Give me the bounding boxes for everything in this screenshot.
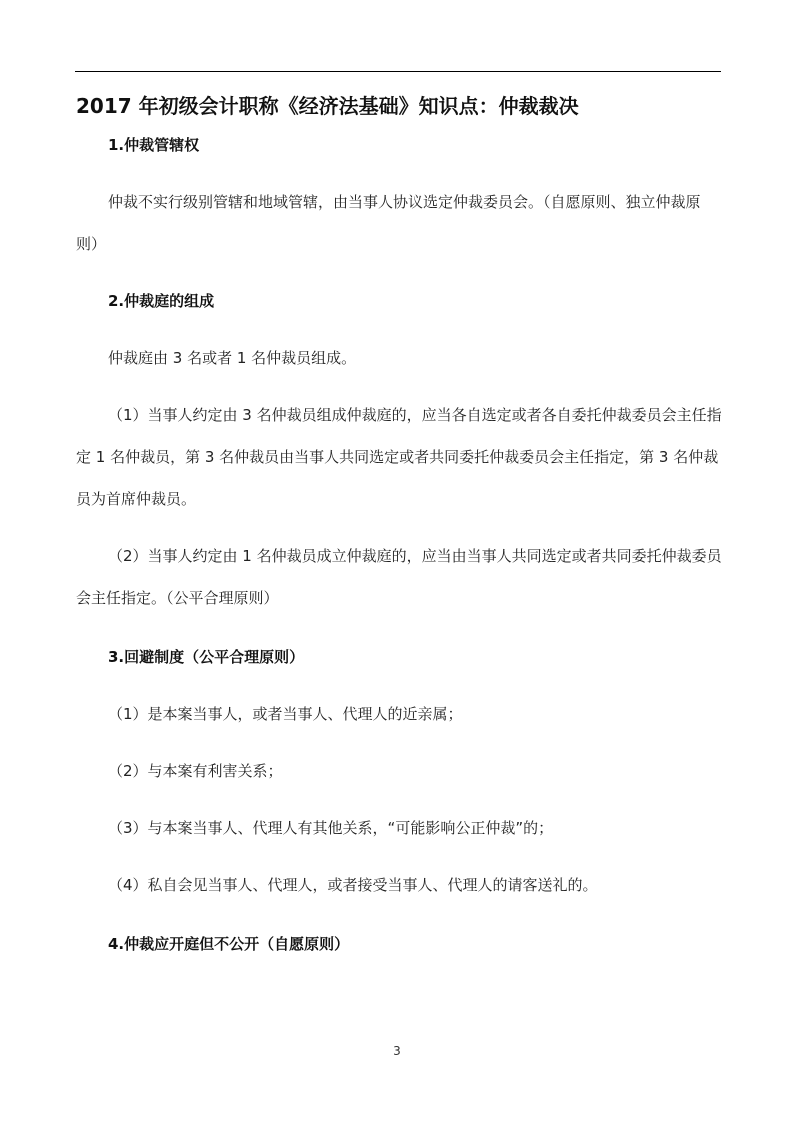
list-item-recusal-1: （1）是本案当事人，或者当事人、代理人的近亲属； bbox=[108, 705, 463, 723]
paragraph-tribunal-size: 仲裁庭由 3 名或者 1 名仲裁员组成。 bbox=[108, 349, 357, 367]
section-heading-arbitration-jurisdiction: 1.仲裁管辖权 bbox=[108, 136, 200, 154]
header-rule bbox=[75, 71, 721, 72]
paragraph-three-arbitrators: （1）当事人约定由 3 名仲裁员组成仲裁庭的，应当各自选定或者各自委托仲裁委员会主任指定 1 名仲裁员，第 3 名仲裁员由当事人共同选定或者共同委托仲裁委员会主任指定，第 3 名仲裁员为首席仲裁员。 bbox=[76, 406, 722, 508]
list-item-recusal-3: （3）与本案当事人、代理人有其他关系，“可能影响公正仲裁”的； bbox=[108, 819, 554, 837]
section-heading-hearing-not-public: 4.仲裁应开庭但不公开（自愿原则） bbox=[108, 935, 350, 953]
paragraph-single-arbitrator: （2）当事人约定由 1 名仲裁员成立仲裁庭的，应当由当事人共同选定或者共同委托仲裁委员会主任指定。（公平合理原则） bbox=[76, 547, 722, 607]
section-heading-recusal-system: 3.回避制度（公平合理原则） bbox=[108, 648, 305, 666]
list-item-recusal-2: （2）与本案有利害关系； bbox=[108, 762, 283, 780]
paragraph-jurisdiction-rule: 仲裁不实行级别管辖和地域管辖，由当事人协议选定仲裁委员会。（自愿原则、独立仲裁原则） bbox=[76, 193, 701, 253]
section-heading-tribunal-composition: 2.仲裁庭的组成 bbox=[108, 292, 215, 310]
document-title: 2017 年初级会计职称《经济法基础》知识点：仲裁裁决 bbox=[76, 94, 579, 118]
page-number: 3 bbox=[393, 1044, 401, 1058]
list-item-recusal-4: （4）私自会见当事人、代理人，或者接受当事人、代理人的请客送礼的。 bbox=[108, 876, 598, 894]
